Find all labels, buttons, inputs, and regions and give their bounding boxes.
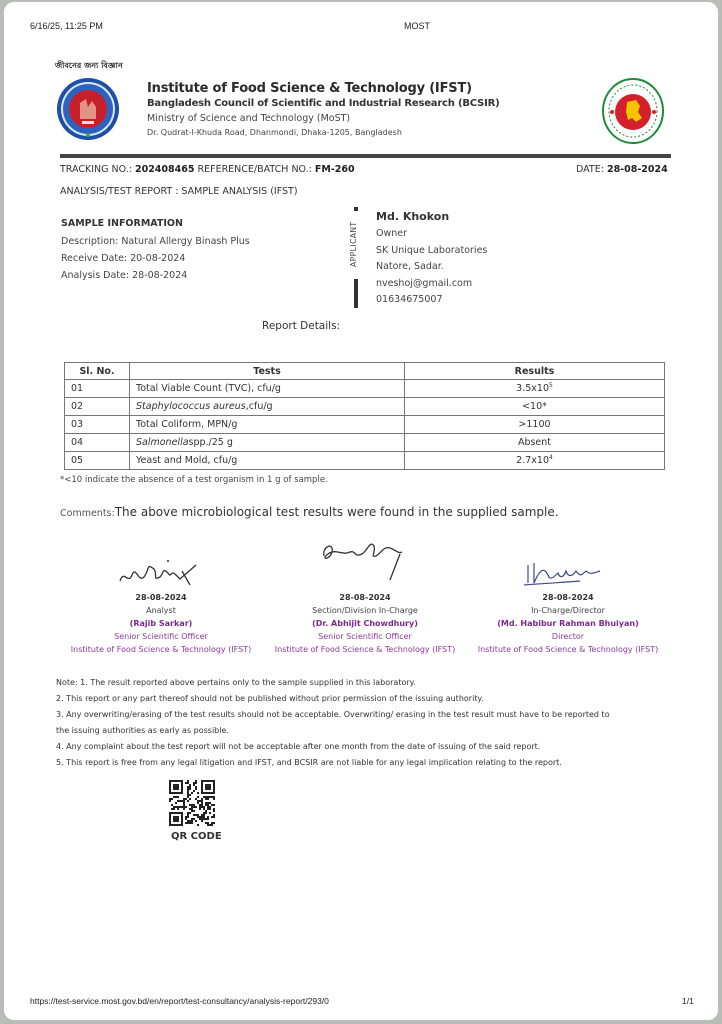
qr-code-icon[interactable] [169, 780, 215, 826]
org-name: Institute of Food Science & Technology (IFST) [147, 81, 472, 96]
signatory-date: 28-08-2024 [135, 593, 187, 602]
signatory-position: Director [551, 632, 585, 641]
qr-module [185, 822, 187, 824]
qr-module [205, 812, 207, 814]
signatory-name: (Md. Habibur Rahman Bhuiyan) [497, 619, 639, 628]
qr-module [205, 796, 207, 798]
qr-module [207, 806, 209, 808]
row-sl-no: 02 [65, 398, 130, 416]
qr-module [209, 812, 211, 814]
row-result [405, 434, 665, 452]
test-unit: ,cfu/g [245, 401, 273, 412]
qr-module [195, 782, 197, 784]
qr-module [207, 804, 209, 806]
report-type: ANALYSIS/TEST REPORT : SAMPLE ANALYSIS (IFST) [60, 186, 298, 197]
applicant-address: Natore, Sadar. [376, 261, 444, 272]
sample-info [61, 233, 250, 284]
qr-module [205, 810, 207, 812]
organism-name: Staphylococcus aureus [136, 401, 246, 412]
qr-module [197, 824, 199, 826]
print-datetime: 6/16/25, 11:25 PM [30, 21, 103, 31]
qr-module [199, 800, 201, 802]
qr-module [209, 806, 211, 808]
qr-module [169, 800, 171, 802]
results-table-row [65, 434, 665, 452]
qr-module [193, 814, 195, 816]
qr-module [213, 814, 215, 816]
test-unit: spp./25 g [188, 437, 233, 448]
row-result [405, 380, 665, 398]
qr-module [177, 796, 179, 798]
qr-module [189, 788, 191, 790]
qr-module [207, 816, 209, 818]
qr-module [171, 798, 173, 800]
tracking-number: 202408465 [134, 164, 195, 175]
result-exponent: 4 [549, 454, 553, 462]
qr-module [191, 804, 193, 806]
result-value: <10* [522, 401, 547, 412]
qr-module [169, 798, 171, 800]
qr-module [191, 806, 193, 808]
row-test: Yeast and Mold, cfu/g [130, 452, 405, 470]
qr-module [183, 806, 185, 808]
result-value: 3.5x10 [516, 383, 549, 395]
qr-module [213, 798, 215, 800]
qr-module [183, 804, 185, 806]
note-line: 2. This report or any part thereof should not be published without prior permission of the issuing authority. [56, 694, 484, 703]
organism-name: Salmonella [136, 437, 189, 448]
qr-module [207, 802, 209, 804]
applicant-designation: Owner [376, 228, 408, 239]
results-table-row [65, 398, 665, 416]
print-url[interactable]: https://test-service.most.gov.bd/en/report/test-consultancy/analysis-report/293/0 [30, 996, 329, 1006]
note-line: 3. Any overwriting/erasing of the test results should not be acceptable. Overwriting/ erasing in the test result must have to be reported to [56, 710, 610, 719]
qr-module [189, 798, 191, 800]
note-line: 5. This report is free from any legal litigation and IFST, and BCSIR are not liable for any legal implication relating to the report. [56, 758, 562, 767]
note-line: Note: 1. The result reported above pertains only to the sample supplied in this laboratory. [56, 678, 416, 687]
qr-module [199, 816, 201, 818]
qr-module [187, 820, 189, 822]
qr-module [181, 800, 183, 802]
qr-module [205, 798, 207, 800]
result-exponent: 5 [549, 382, 553, 390]
results-table-header [65, 363, 665, 380]
print-page-number: 1/1 [682, 996, 694, 1006]
qr-module [187, 822, 189, 824]
receive-date: Receive Date: 20-08-2024 [61, 253, 186, 264]
qr-module [213, 804, 215, 806]
qr-module [187, 782, 189, 784]
qr-module [213, 808, 215, 810]
results-table-row [65, 416, 665, 434]
qr-module [197, 800, 199, 802]
qr-module [187, 814, 189, 816]
qr-module [207, 818, 209, 820]
comments [60, 501, 559, 520]
qr-module [177, 806, 179, 808]
qr-module [189, 812, 191, 814]
applicant-details [376, 226, 487, 309]
signatory-institute: Institute of Food Science & Technology (IFST) [477, 645, 659, 654]
qr-module [173, 796, 175, 798]
result-value: 2.7x10 [516, 455, 549, 467]
applicant-company: SK Unique Laboratories [376, 244, 488, 256]
qr-module [211, 804, 213, 806]
row-test [130, 434, 405, 452]
qr-module [209, 824, 211, 826]
qr-module [203, 808, 205, 810]
tracking-line [60, 164, 355, 175]
qr-module [191, 792, 193, 794]
qr-module [187, 790, 189, 792]
qr-module [195, 780, 197, 782]
qr-module [205, 804, 207, 806]
qr-module [201, 806, 203, 808]
qr-module [197, 802, 199, 804]
qr-module [185, 816, 187, 818]
qr-module [195, 788, 197, 790]
qr-module [201, 818, 203, 820]
qr-module [199, 808, 201, 810]
results-table-row [65, 380, 665, 398]
qr-module [175, 802, 177, 804]
qr-module [203, 812, 205, 814]
qr-module [171, 808, 173, 810]
qr-module [207, 798, 209, 800]
qr-module [177, 800, 179, 802]
qr-module [197, 796, 199, 798]
signatory-director [463, 591, 673, 656]
qr-module [195, 814, 197, 816]
qr-module [203, 796, 205, 798]
address: Dr. Qudrat-I-Khuda Road, Dhanmondi, Dhaka-1205, Bangladesh [147, 128, 402, 137]
qr-module [211, 816, 213, 818]
qr-module [201, 800, 203, 802]
qr-module [197, 814, 199, 816]
result-value: >1100 [518, 419, 551, 430]
applicant-email: nveshoj@gmail.com [376, 277, 473, 289]
applicant-phone: 01634675007 [376, 294, 443, 305]
signatory-date: 28-08-2024 [542, 593, 594, 602]
qr-module [213, 816, 215, 818]
qr-module [195, 806, 197, 808]
qr-module [193, 790, 195, 792]
qr-module [209, 802, 211, 804]
row-test: Total Coliform, MPN/g [130, 416, 405, 434]
bangladesh-govt-seal-icon [602, 78, 664, 144]
qr-module [207, 824, 209, 826]
note-line: 4. Any complaint about the test report will not be acceptable after one month from the date of issuing of the said report. [56, 742, 541, 751]
report-date: 28-08-2024 [606, 164, 668, 175]
applicant-bar [354, 279, 358, 308]
signatory-institute: Institute of Food Science & Technology (IFST) [274, 645, 456, 654]
signatory-name: (Dr. Abhijit Chowdhury) [312, 619, 418, 628]
row-result [405, 416, 665, 434]
qr-module [207, 808, 209, 810]
qr-module [175, 806, 177, 808]
qr-module [191, 808, 193, 810]
document-page [4, 2, 718, 1020]
qr-module [171, 804, 173, 806]
sample-info-heading: SAMPLE INFORMATION [61, 218, 183, 229]
qr-module [189, 784, 191, 786]
qr-module [205, 802, 207, 804]
qr-module [187, 816, 189, 818]
qr-module [189, 822, 191, 824]
qr-module [201, 816, 203, 818]
signature-section-incharge [314, 536, 414, 589]
qr-module [179, 800, 181, 802]
row-test [130, 398, 405, 416]
qr-module [213, 810, 215, 812]
signature-analyst [116, 555, 206, 596]
col-sl-no: Sl. No. [65, 363, 130, 380]
qr-module [183, 798, 185, 800]
result-value: Absent [517, 437, 552, 448]
qr-module [193, 784, 195, 786]
tagline: জীবনের জন্য বিজ্ঞান [55, 61, 123, 70]
row-sl-no: 03 [65, 416, 130, 434]
applicant-label: APPLICANT [349, 221, 358, 267]
signatory-name: (Rajib Sarkar) [129, 619, 193, 628]
notes [56, 675, 676, 771]
qr-module [197, 816, 199, 818]
qr-module [195, 798, 197, 800]
results-table [64, 362, 665, 470]
qr-module [187, 796, 189, 798]
date-line [576, 164, 668, 175]
row-sl-no: 05 [65, 452, 130, 470]
qr-module [197, 792, 199, 794]
qr-module [187, 786, 189, 788]
qr-module [183, 800, 185, 802]
table-footnote: *<10 indicate the absence of a test organism in 1 g of sample. [60, 475, 328, 485]
signatory-role: Analyst [146, 606, 176, 615]
qr-code-label: QR CODE [171, 831, 222, 842]
qr-module [185, 798, 187, 800]
qr-module [205, 822, 207, 824]
qr-module [191, 818, 193, 820]
qr-module [191, 822, 193, 824]
qr-module [211, 796, 213, 798]
qr-module [193, 806, 195, 808]
results-table-row [65, 452, 665, 470]
print-title: MOST [404, 21, 430, 31]
row-result [405, 452, 665, 470]
qr-module [201, 814, 203, 816]
qr-module [193, 782, 195, 784]
qr-module [175, 796, 177, 798]
applicant-name: Md. Khokon [376, 210, 450, 223]
signatory-role: Section/Division In-Charge [312, 606, 418, 615]
qr-module [187, 780, 189, 782]
tracking-label: TRACKING NO.: [60, 164, 132, 175]
qr-module [203, 806, 205, 808]
date-label: DATE: [576, 164, 604, 175]
qr-module [203, 814, 205, 816]
qr-module [203, 818, 205, 820]
qr-module [189, 794, 191, 796]
qr-module [201, 804, 203, 806]
qr-module [177, 808, 179, 810]
qr-module [173, 808, 175, 810]
qr-module [201, 798, 203, 800]
qr-module [189, 804, 191, 806]
qr-module [189, 808, 191, 810]
qr-module [193, 818, 195, 820]
qr-module [181, 806, 183, 808]
qr-module [195, 820, 197, 822]
signatory-position: Senior Scientific Officer [114, 632, 208, 641]
qr-module [173, 806, 175, 808]
row-sl-no: 04 [65, 434, 130, 452]
qr-module [187, 812, 189, 814]
qr-module [209, 796, 211, 798]
qr-module [203, 816, 205, 818]
qr-module [199, 804, 201, 806]
qr-module [187, 792, 189, 794]
analysis-date: Analysis Date: 28-08-2024 [61, 270, 188, 281]
row-result [405, 398, 665, 416]
qr-module [211, 824, 213, 826]
signatory-date: 28-08-2024 [339, 593, 391, 602]
signatory-position: Senior Scientific Officer [318, 632, 412, 641]
row-sl-no: 01 [65, 380, 130, 398]
qr-module [195, 786, 197, 788]
parent-org: Bangladesh Council of Scientific and Industrial Research (BCSIR) [147, 98, 500, 109]
qr-module [193, 804, 195, 806]
qr-module [209, 808, 211, 810]
applicant-marker [354, 207, 358, 211]
qr-module [205, 818, 207, 820]
reference-number: FM-260 [314, 164, 355, 175]
report-details-title: Report Details: [262, 320, 341, 332]
qr-module [185, 806, 187, 808]
qr-module [189, 786, 191, 788]
comments-text: The above microbiological test results were found in the supplied sample. [114, 505, 559, 519]
qr-module [183, 808, 185, 810]
qr-module [187, 800, 189, 802]
qr-module [183, 802, 185, 804]
note-line: the issuing authorities as early as possible. [56, 726, 229, 735]
col-tests: Tests [130, 363, 405, 380]
row-test: Total Viable Count (TVC), cfu/g [130, 380, 405, 398]
qr-module [207, 796, 209, 798]
qr-module [185, 782, 187, 784]
qr-module [199, 818, 201, 820]
signatory-institute: Institute of Food Science & Technology (IFST) [70, 645, 252, 654]
bcsir-logo-icon [56, 77, 120, 141]
qr-module [199, 806, 201, 808]
reference-label: REFERENCE/BATCH NO.: [197, 164, 312, 175]
qr-module [191, 820, 193, 822]
header-divider [60, 154, 671, 158]
col-results: Results [405, 363, 665, 380]
qr-module [213, 822, 215, 824]
qr-module [185, 818, 187, 820]
qr-module [211, 822, 213, 824]
qr-module [193, 810, 195, 812]
qr-module [207, 822, 209, 824]
signatory-role: In-Charge/Director [531, 606, 605, 615]
qr-module [213, 796, 215, 798]
qr-module [201, 820, 203, 822]
signatory-section-incharge [260, 591, 470, 656]
qr-module [201, 802, 203, 804]
qr-module [187, 788, 189, 790]
qr-module [187, 794, 189, 796]
ministry: Ministry of Science and Technology (MoST) [147, 113, 351, 124]
qr-module [189, 820, 191, 822]
qr-module [191, 810, 193, 812]
signatory-analyst [56, 591, 266, 656]
sample-description: Description: Natural Allergy Binash Plus [61, 236, 250, 247]
qr-module [179, 806, 181, 808]
comments-label: Comments: [60, 508, 115, 519]
